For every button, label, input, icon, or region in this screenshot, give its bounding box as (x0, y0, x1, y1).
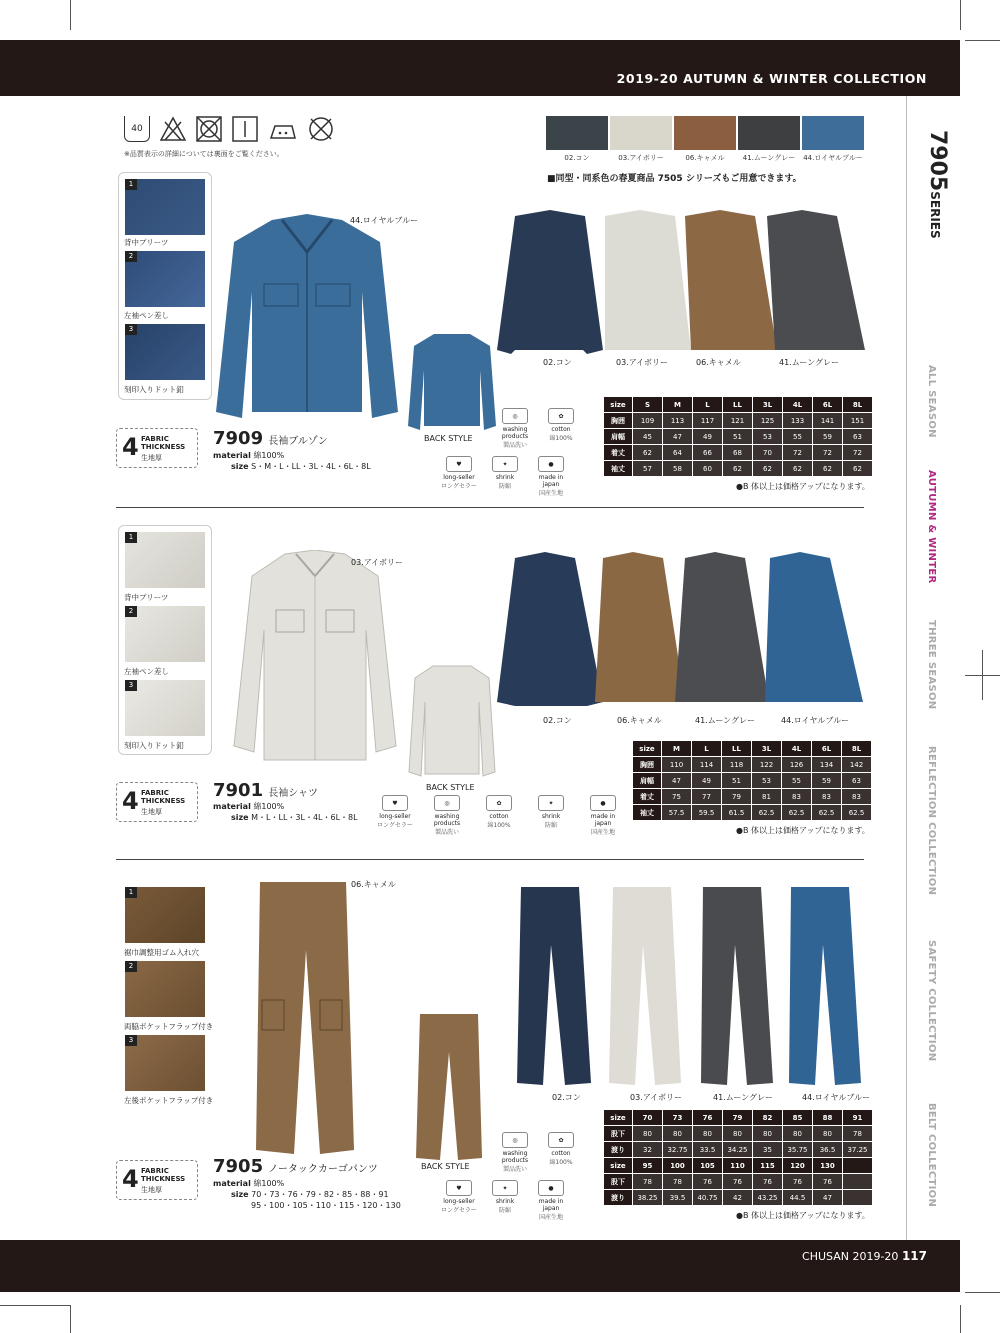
color-label: 41.ムーングレー (695, 716, 756, 725)
series-label (912, 130, 952, 270)
detail-photo (125, 961, 205, 1017)
detail-caption: 左袖ペン差し (124, 311, 169, 320)
swatch-moongray: 41.ムーングレー (738, 116, 800, 163)
table-row: 着丈 75 77 79 81 83 83 83 (633, 789, 872, 805)
series-word: SERIES (928, 191, 942, 239)
no-tumble-dry-icon (196, 116, 222, 142)
washing-feature: ◎ washing products 製品洗い (496, 408, 534, 449)
spec-7901: material 綿100% size M・L・LL・3L・4L・6L・8L (213, 802, 358, 822)
washing-icon: ◎ (502, 1132, 528, 1148)
detail-photo (125, 179, 205, 235)
fabric-num: 4 (122, 1165, 139, 1193)
product-number: 7905 (213, 1156, 264, 1177)
color-label: 03.アイボリー (616, 358, 669, 367)
price-note: ●B 体以上は価格アップになります。 (736, 1211, 870, 1220)
jacket-back-photo (406, 330, 498, 434)
detail-caption: 刻印入りドット釦 (124, 741, 184, 750)
swatch-ivory: 03.アイボリー (610, 116, 672, 163)
heart-icon: ♥ (382, 795, 408, 811)
cotton-feature: ✿ cotton 綿100% (542, 1132, 580, 1173)
care-note: ※品質表示の詳細については裏面をご覧ください。 (124, 150, 284, 158)
table-row: 股下 80 80 80 80 80 80 80 78 (604, 1126, 873, 1142)
washing-feature: ◎ washing products 製品洗い (496, 1132, 534, 1173)
footer (802, 1249, 927, 1263)
care-icons (124, 116, 334, 142)
color-swatches (546, 116, 864, 163)
detail-photo (125, 1035, 205, 1091)
washing-feature: ◎ washing products 製品洗い (428, 795, 466, 836)
header-bar (0, 40, 960, 96)
detail-caption: 左後ポケットフラップ付き (124, 1096, 214, 1105)
summer-note: ■同型・同系色の春夏商品 7505 シリーズもご用意できます。 (547, 174, 802, 184)
header-title: 2019-20 AUTUMN & WINTER COLLECTION (616, 71, 927, 86)
longseller-feature: ♥ long-seller ロングセラー (440, 456, 478, 497)
product-name: ノータックカーゴパンツ (268, 1164, 378, 1175)
table-header-row: size S M L LL 3L 4L 6L 8L (604, 397, 873, 413)
cotton-icon: ✿ (486, 795, 512, 811)
washing-icon: ◎ (502, 408, 528, 424)
section-divider (116, 859, 864, 860)
color-label: 06.キャメル (696, 358, 741, 367)
shirt-colors-photo (495, 552, 870, 712)
pants-photo-main (250, 880, 360, 1162)
detail-num: 2 (125, 251, 137, 262)
detail-num: 2 (125, 606, 137, 617)
fabric-thickness-badge (116, 428, 198, 468)
crop-mark (960, 1305, 961, 1333)
jacket-colors-photo (495, 210, 870, 360)
features-7905-bottom (440, 1180, 570, 1221)
main-color-label: 06.キャメル (351, 880, 396, 889)
no-bleach-icon (160, 116, 186, 142)
swatch-camel: 06.キャメル (674, 116, 736, 163)
back-style-label: BACK STYLE (421, 1162, 470, 1171)
product-number: 7901 (213, 780, 264, 801)
detail-panel-7901 (118, 525, 212, 755)
detail-photo (125, 532, 205, 588)
cotton-icon: ✿ (548, 408, 574, 424)
crop-mark (982, 650, 983, 700)
japan-flag-icon: ● (538, 1180, 564, 1196)
crop-mark (0, 1305, 70, 1306)
madein-feature: ● made in japan 国産生地 (584, 795, 622, 836)
spec-7909: material 綿100% size S・M・L・LL・3L・4L・6L・8L (213, 451, 371, 471)
main-color-label: 03.アイボリー (351, 558, 404, 567)
table-header-row: size M L LL 3L 4L 6L 8L (633, 741, 872, 757)
wash-icon: 40 (124, 116, 150, 142)
fabric-jp: 生地厚 (141, 454, 162, 462)
features-7909-top (496, 408, 580, 449)
swatch-navy: 02.コン (546, 116, 608, 163)
detail-panel-7905 (118, 880, 212, 1110)
color-label: 06.キャメル (617, 716, 662, 725)
color-label: 44.ロイヤルブルー (781, 716, 850, 725)
heart-icon: ♥ (446, 456, 472, 472)
color-label: 03.アイボリー (630, 1093, 683, 1102)
cotton-icon: ✿ (548, 1132, 574, 1148)
detail-photo (125, 887, 205, 943)
back-style-label: BACK STYLE (426, 783, 475, 792)
size-table-7909 (603, 396, 873, 477)
swatch-royalblue: 44.ロイヤルブルー (802, 116, 864, 163)
iron-icon (268, 116, 298, 142)
detail-num: 2 (125, 961, 137, 972)
fabric-num: 4 (122, 787, 139, 815)
detail-photo (125, 606, 205, 662)
detail-num: 1 (125, 532, 137, 543)
heart-icon: ♥ (446, 1180, 472, 1196)
main-color-label: 44.ロイヤルブルー (350, 216, 419, 225)
product-name: 長袖ブルゾン (268, 436, 328, 447)
table-row: 股下 78 78 76 76 76 76 76 (604, 1174, 873, 1190)
detail-caption: 背中プリーツ (124, 593, 169, 602)
footer-bar (0, 1240, 960, 1292)
crop-mark (70, 1305, 71, 1333)
detail-caption: 左袖ペン差し (124, 667, 169, 676)
features-7901 (376, 795, 622, 836)
detail-caption: 刻印入りドット釦 (124, 385, 184, 394)
footer-brand: CHUSAN 2019-20 (802, 1250, 899, 1263)
price-note: ●B 体以上は価格アップになります。 (736, 826, 870, 835)
table-header-row: size 70 73 76 79 82 85 88 91 (604, 1110, 873, 1126)
fabric-title: FABRIC THICKNESS (141, 789, 186, 805)
detail-caption: 両脇ポケットフラップ付き (124, 1022, 214, 1031)
size-table-7901 (632, 740, 872, 821)
no-dry-clean-icon (308, 116, 334, 142)
series-number: 7905 (925, 130, 950, 192)
detail-caption: 裾巾調整用ゴム入れ穴 (124, 948, 199, 957)
pants-colors-photo (515, 885, 875, 1090)
fabric-title: FABRIC THICKNESS (141, 435, 186, 451)
shrink-feature: ✦ shrink 防縮 (486, 456, 524, 497)
table-row: 渡り 38.25 39.5 40.75 42 43.25 44.5 47 (604, 1190, 873, 1206)
detail-panel-7909 (118, 172, 212, 400)
detail-num: 3 (125, 1035, 137, 1046)
color-label: 41.ムーングレー (779, 358, 840, 367)
madein-feature: ● made in japan 国産生地 (532, 456, 570, 497)
fabric-jp: 生地厚 (141, 808, 162, 816)
cotton-feature: ✿ cotton 綿100% (480, 795, 518, 836)
size-table-7905 (603, 1109, 873, 1206)
fabric-jp: 生地厚 (141, 1186, 162, 1194)
section-divider (116, 507, 864, 508)
detail-num: 3 (125, 324, 137, 335)
detail-num: 3 (125, 680, 137, 691)
shirt-back-photo (407, 662, 497, 782)
madein-feature: ● made in japan 国産生地 (532, 1180, 570, 1221)
crop-mark (965, 40, 1000, 41)
table-row: 肩幅 45 47 49 51 53 55 59 63 (604, 429, 873, 445)
table-row: 肩幅 47 49 51 53 55 59 63 (633, 773, 872, 789)
page-number: 117 (901, 1249, 927, 1263)
longseller-feature: ♥ long-seller ロングセラー (376, 795, 414, 836)
fabric-thickness-badge (116, 782, 198, 822)
fabric-num: 4 (122, 433, 139, 461)
pants-back-photo (414, 1012, 484, 1162)
table-header-row: size 95 100 105 110 115 120 130 (604, 1158, 873, 1174)
spec-7905: material 綿100% size 70・73・76・79・82・85・88・91 95・100・105・110・115・120・130 (213, 1179, 401, 1210)
product-title-7901 (213, 780, 318, 801)
back-style-label: BACK STYLE (424, 434, 473, 443)
shrink-icon: ✦ (492, 1180, 518, 1196)
color-label: 44.ロイヤルブルー (802, 1093, 871, 1102)
detail-num: 1 (125, 887, 137, 898)
table-row: 胸囲 109 113 117 121 125 133 141 151 (604, 413, 873, 429)
cotton-feature: ✿ cotton 綿100% (542, 408, 580, 449)
detail-caption: 背中プリーツ (124, 238, 169, 247)
features-7905-top (496, 1132, 580, 1173)
product-title-7905 (213, 1156, 378, 1177)
shirt-photo-main (230, 550, 400, 770)
shrink-icon: ✦ (538, 795, 564, 811)
crop-mark (70, 0, 71, 30)
detail-num: 1 (125, 179, 137, 190)
table-row: 渡り 32 32.75 33.5 34.25 35 35.75 36.5 37.25 (604, 1142, 873, 1158)
features-7909-bottom (440, 456, 570, 497)
fabric-title: FABRIC THICKNESS (141, 1167, 186, 1183)
shrink-feature: ✦ shrink 防縮 (486, 1180, 524, 1221)
color-label: 41.ムーングレー (713, 1093, 774, 1102)
color-label: 02.コン (543, 716, 572, 725)
japan-flag-icon: ● (538, 456, 564, 472)
table-row: 袖丈 57 58 60 62 62 62 62 62 (604, 461, 873, 477)
line-dry-icon (232, 116, 258, 142)
product-name: 長袖シャツ (268, 788, 319, 799)
fabric-thickness-badge (116, 1160, 198, 1200)
shrink-icon: ✦ (492, 456, 518, 472)
detail-photo (125, 680, 205, 736)
color-label: 02.コン (543, 358, 572, 367)
detail-photo (125, 251, 205, 307)
price-note: ●B 体以上は価格アップになります。 (736, 482, 870, 491)
table-row: 胸囲 110 114 118 122 126 134 142 (633, 757, 872, 773)
shrink-feature: ✦ shrink 防縮 (532, 795, 570, 836)
detail-photo (125, 324, 205, 380)
color-label: 02.コン (552, 1093, 581, 1102)
japan-flag-icon: ● (590, 795, 616, 811)
jacket-photo-main (212, 212, 402, 427)
table-row: 着丈 62 64 66 68 70 72 72 72 (604, 445, 873, 461)
table-row: 袖丈 57.5 59.5 61.5 62.5 62.5 62.5 62.5 (633, 805, 872, 821)
longseller-feature: ♥ long-seller ロングセラー (440, 1180, 478, 1221)
washing-icon: ◎ (434, 795, 460, 811)
product-title-7909 (213, 428, 328, 449)
product-number: 7909 (213, 428, 264, 449)
crop-mark (965, 1292, 1000, 1293)
crop-mark (960, 0, 961, 30)
